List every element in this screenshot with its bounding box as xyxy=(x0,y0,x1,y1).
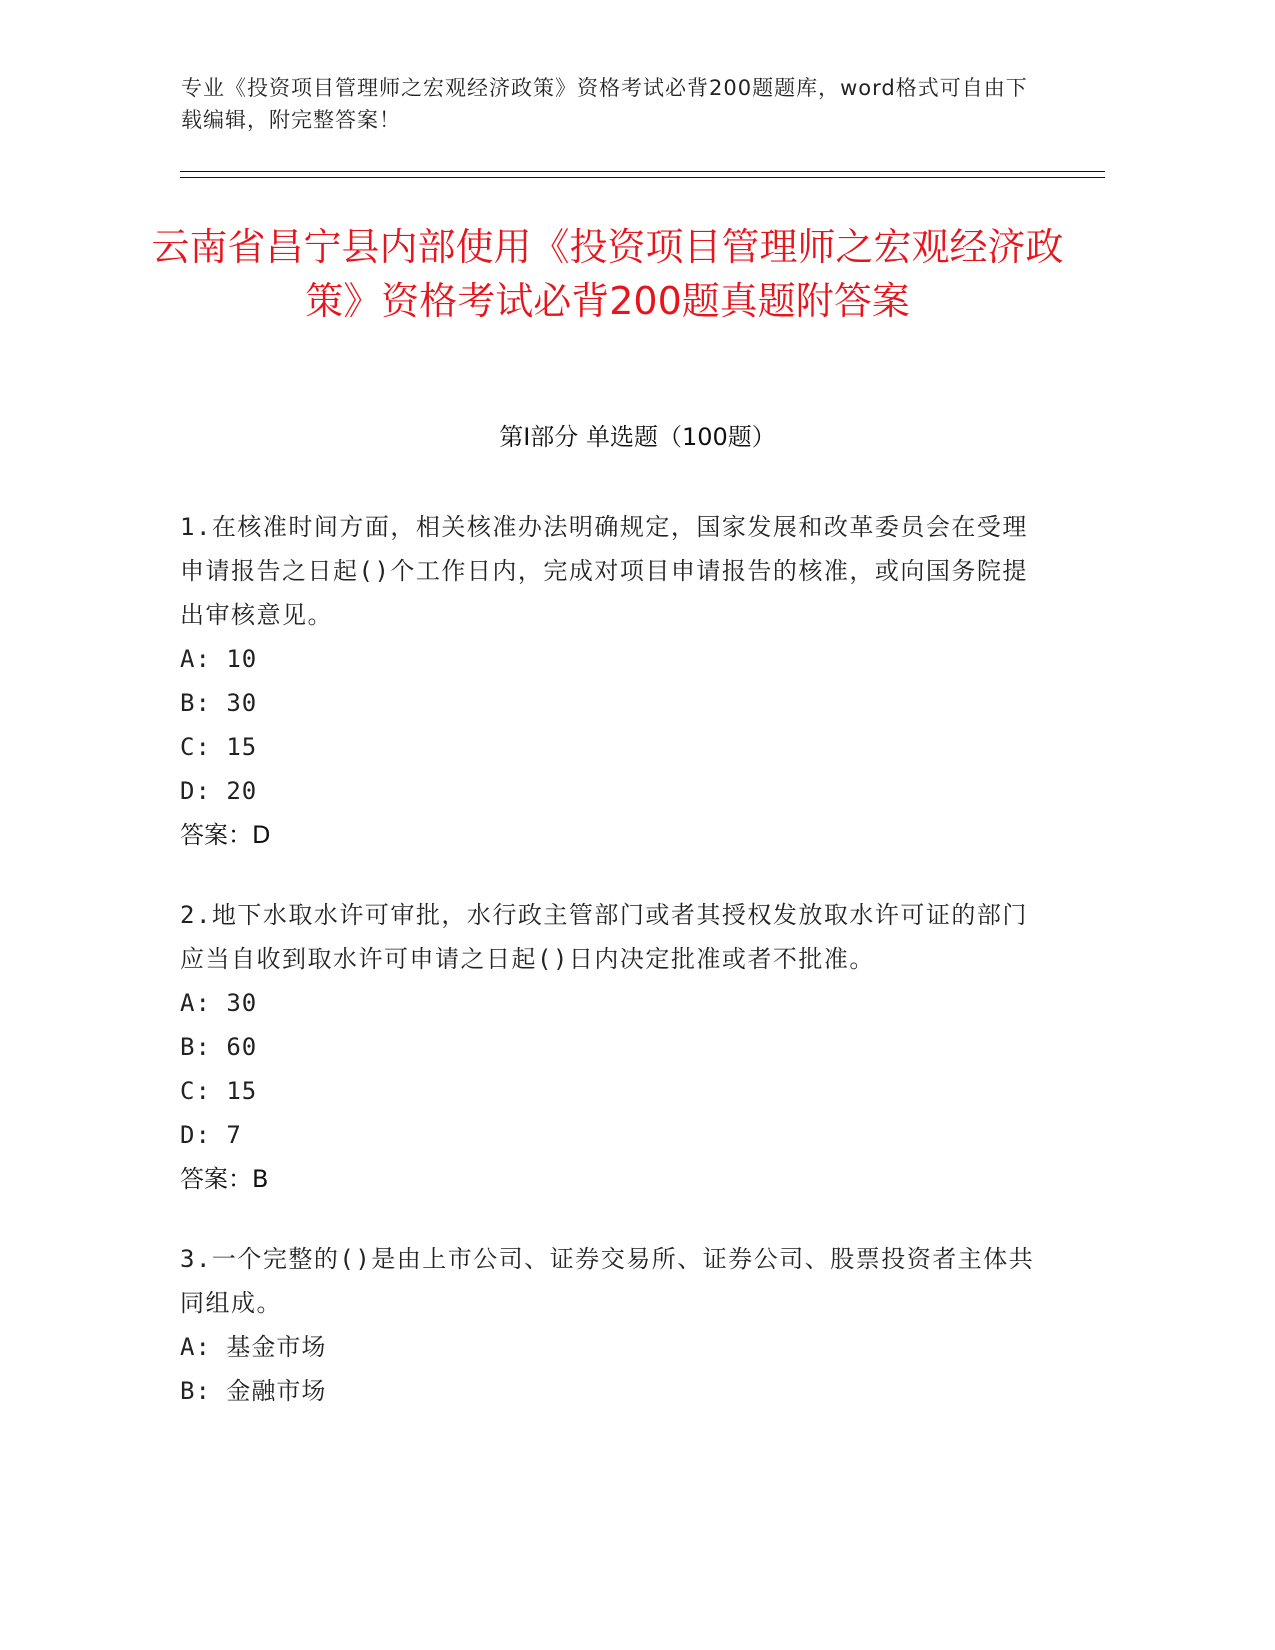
answer: 答案：D xyxy=(180,821,271,849)
question-3 xyxy=(180,1237,1040,1413)
option-a: A: 基金市场 xyxy=(180,1333,327,1361)
option-a: A: 30 xyxy=(180,989,258,1017)
option-b: B: 60 xyxy=(180,1033,258,1061)
option-d: D: 20 xyxy=(180,777,258,805)
option-c: C: 15 xyxy=(180,1077,258,1105)
option-a: A: 10 xyxy=(180,645,258,673)
header-rule-top xyxy=(180,171,1105,172)
question-stem: 3.一个完整的()是由上市公司、证券交易所、证券公司、股票投资者主体共同组成。 xyxy=(180,1245,1035,1317)
option-c: C: 15 xyxy=(180,733,258,761)
question-stem: 1.在核准时间方面，相关核准办法明确规定，国家发展和改革委员会在受理申请报告之日起()个工作日内，完成对项目申请报告的核准，或向国务院提出审核意见。 xyxy=(180,513,1028,629)
document-title: 云南省昌宁县内部使用《投资项目管理师之宏观经济政策》资格考试必背200题真题附答案 xyxy=(151,225,1064,323)
header-note: 专业《投资项目管理师之宏观经济政策》资格考试必背200题题库，word格式可自由下载编辑，附完整答案！ xyxy=(181,76,1028,132)
question-list xyxy=(180,505,1040,1449)
question-2 xyxy=(180,893,1040,1201)
question-stem: 2.地下水取水许可审批，水行政主管部门或者其授权发放取水许可证的部门应当自收到取水许可申请之日起()日内决定批准或者不批准。 xyxy=(180,901,1028,973)
option-b: B: 金融市场 xyxy=(180,1377,327,1405)
question-1 xyxy=(180,505,1040,857)
section-heading: 第Ⅰ部分 单选题（100题） xyxy=(499,423,776,451)
option-d: D: 7 xyxy=(180,1121,242,1149)
option-b: B: 30 xyxy=(180,689,258,717)
header-rule-bottom xyxy=(180,177,1105,178)
answer: 答案：B xyxy=(180,1165,269,1193)
